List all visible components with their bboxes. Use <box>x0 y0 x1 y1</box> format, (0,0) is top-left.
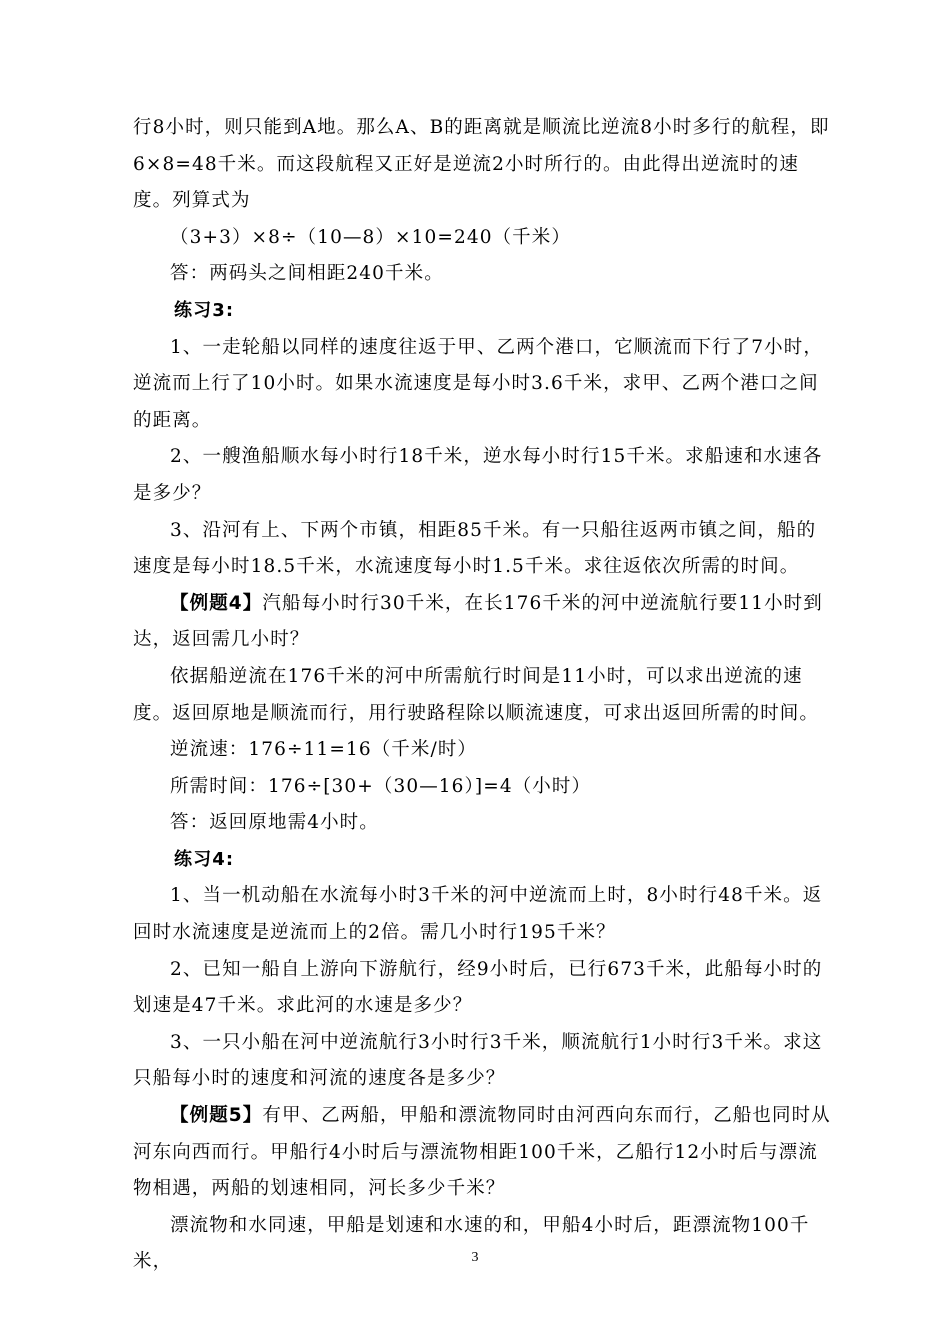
example-4-label: 【例题4】 <box>170 592 263 614</box>
exercise-4-item-1: 1、当一机动船在水流每小时3千米的河中逆流而上时，8小时行48千米。返回时水流速度是逆流而上的2倍。需几小时行195千米？ <box>133 885 823 944</box>
exercise-3-heading: 练习3: <box>174 299 235 321</box>
example-4-step-1: 逆流速：176÷11=16（千米/时） <box>170 739 478 761</box>
example-4-explanation: 依据船逆流在176千米的河中所需航行时间是11小时，可以求出逆流的速度。返回原地是顺流而行，用行驶路程除以顺流速度，可求出返回所需的时间。 <box>133 665 820 724</box>
example-5-explanation: 漂流物和水同速，甲船是划速和水速的和，甲船4小时后，距漂流物100千米， <box>133 1214 810 1273</box>
exercise-4-item-3: 3、一只小船在河中逆流航行3小时行3千米，顺流航行1小时行3千米。求这只船每小时的速度和河流的速度各是多少？ <box>133 1031 823 1090</box>
example-5-paragraph <box>133 1098 833 1208</box>
paragraph-continuation: 行8小时，则只能到A地。那么A、B的距离就是顺流比逆流8小时多行的航程，即6×8=48千米。而这段航程又正好是逆流2小时所行的。由此得出逆流时的速度。列算式为 <box>133 117 830 212</box>
formula-line: （3+3）×8÷（10—8）×10=240（千米） <box>170 226 571 248</box>
exercise-3-item-3: 3、沿河有上、下两个市镇，相距85千米。有一只船往返两市镇之间，船的速度是每小时18.5千米，水流速度每小时1.5千米。求往返依次所需的时间。 <box>133 519 817 578</box>
page-body <box>133 110 833 1281</box>
exercise-4-item-2: 2、已知一船自上游向下游航行，经9小时后，已行673千米，此船每小时的划速是47千米。求此河的水速是多少？ <box>133 958 823 1017</box>
answer-line: 答：两码头之间相距240千米。 <box>170 263 444 285</box>
exercise-4-heading: 练习4: <box>174 848 235 870</box>
example-4-paragraph <box>133 586 833 659</box>
example-4-step-2: 所需时间：176÷[30+（30—16）]=4（小时） <box>170 775 592 797</box>
example-5-label: 【例题5】 <box>170 1105 263 1127</box>
page-number: 3 <box>471 1250 479 1265</box>
exercise-3-item-1: 1、一走轮船以同样的速度往返于甲、乙两个港口，它顺流而下行了7小时，逆流而上行了10小时。如果水流速度是每小时3.6千米，求甲、乙两个港口之间的距离。 <box>133 336 823 431</box>
example-4-answer: 答：返回原地需4小时。 <box>170 812 379 834</box>
example-5-text: 有甲、乙两船，甲船和漂流物同时由河西向东而行，乙船也同时从河东向西而行。甲船行4小时后与漂流物相距100千米，乙船行12小时后与漂流物相遇，两船的划速相同，河长多少千米？ <box>133 1105 831 1200</box>
exercise-3-item-2: 2、一艘渔船顺水每小时行18千米，逆水每小时行15千米。求船速和水速各是多少？ <box>133 446 823 504</box>
example-4-text: 汽船每小时行30千米，在长176千米的河中逆流航行要11小时到达，返回需几小时？ <box>133 592 823 651</box>
